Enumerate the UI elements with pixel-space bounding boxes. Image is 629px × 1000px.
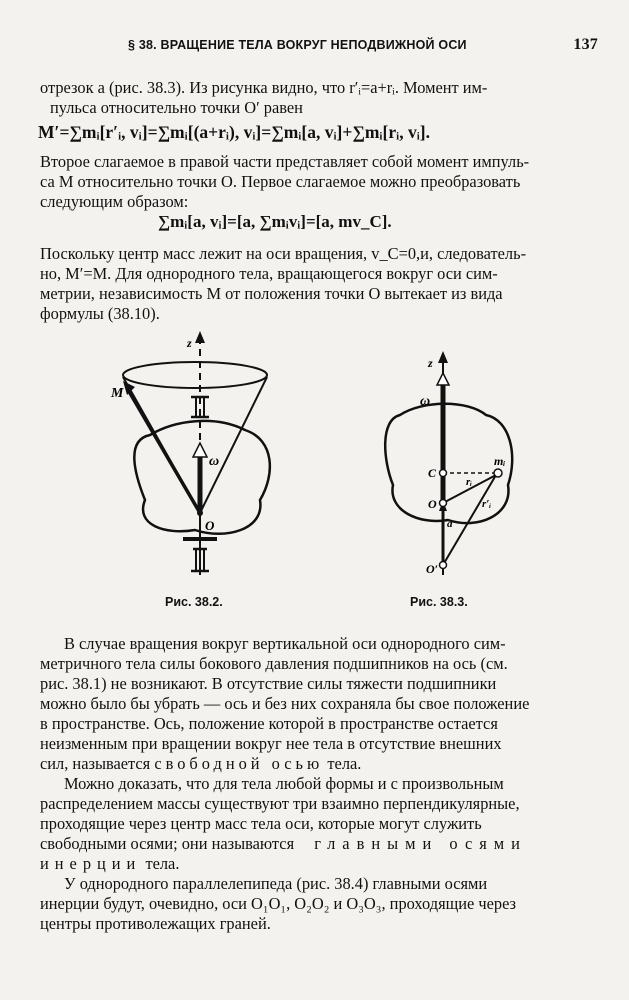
label-rprime: r′ᵢ (482, 498, 492, 510)
text-line: можно было бы убрать — ось и без них сохраняла бы свое положение (40, 694, 530, 713)
text-fragment: тела. (327, 754, 362, 773)
label-Oprime: O′ (426, 562, 439, 576)
paragraph-6 (40, 874, 590, 934)
axis-arrowhead (195, 331, 205, 343)
label-ri: rᵢ (466, 476, 473, 488)
text-line (40, 754, 590, 774)
caption-fig-38-3: Рис. 38.3. (410, 595, 468, 609)
text-line: следующим образом: (40, 192, 189, 211)
label-O: O (205, 518, 215, 533)
vector-omega-arrowhead (437, 373, 449, 385)
label-z: z (428, 356, 433, 370)
text-line: рис. 38.1) не возникают. В отсутствие силы тяжести подшипники (40, 674, 497, 693)
cone-right-side (200, 377, 267, 513)
axis-arrowhead (438, 351, 448, 363)
term-free-axis: свободной осью (154, 754, 324, 773)
label-O: O (428, 497, 437, 511)
vector-omega-arrowhead (193, 443, 207, 457)
label-C: C (428, 466, 437, 480)
paragraph-1 (40, 78, 590, 118)
text-line: метричного тела силы бокового давления подшипников на ось (см. (40, 654, 508, 673)
text-fragment: сил, называется (40, 754, 151, 773)
point-Oprime (440, 562, 447, 569)
text-line (40, 834, 590, 854)
text-line: Поскольку центр масс лежит на оси вращения, v_C=0,и, следователь- (40, 244, 527, 263)
text-line: проходящие через центр масс тела оси, которые могут служить (40, 814, 482, 833)
paragraph-3 (40, 244, 590, 324)
label-z: z (187, 336, 192, 350)
formula-transform: ∑mᵢ[a, vᵢ]=[a, ∑mᵢvᵢ]=[a, mv_C]. (158, 212, 392, 231)
term-principal-axes: главными осями (314, 834, 527, 853)
section-title: § 38. ВРАЩЕНИЕ ТЕЛА ВОКРУГ НЕПОДВИЖНОЙ ОСИ (128, 38, 467, 52)
vector-M-arrowhead (123, 381, 135, 395)
label-a: a (447, 518, 453, 530)
caption-fig-38-2: Рис. 38.2. (165, 595, 223, 609)
page-number: 137 (573, 36, 598, 53)
text-line: но, M′=M. Для однородного тела, вращающегося вокруг оси сим- (40, 264, 498, 283)
term-inertia: инерции (40, 854, 142, 873)
label-M: M (111, 386, 124, 401)
vector-M (127, 388, 200, 513)
text-line: распределением массы существуют три взаимно перпендикулярные, (40, 794, 520, 813)
paragraph-2 (40, 152, 590, 212)
cone-base-ellipse (123, 362, 267, 388)
text-line: Второе слагаемое в правой части представляет собой момент импуль- (40, 152, 530, 171)
point-mi (494, 469, 502, 477)
running-header (128, 36, 598, 58)
paragraph-4 (40, 634, 590, 774)
text-line: Можно доказать, что для тела любой формы и с произвольным (64, 774, 504, 793)
text-line: метрии, независимость M от положения точки O вытекает из вида (40, 284, 503, 303)
figure-38-3 (378, 345, 518, 585)
point-O (440, 500, 447, 507)
label-omega: ω (420, 394, 431, 409)
paragraph-5 (40, 774, 590, 874)
point-C (440, 470, 447, 477)
text-line: У однородного параллелепипеда (рис. 38.4) главными осями (64, 874, 488, 893)
label-mi: mᵢ (494, 454, 506, 468)
text-line: отрезок a (рис. 38.3). Из рисунка видно, что r′ᵢ=a+rᵢ. Момент им- (40, 78, 488, 97)
text-fragment: тела. (145, 854, 180, 873)
text-line: неизменным при вращении вокруг нее тела в отсутствие внешних (40, 734, 502, 753)
figure-38-2 (105, 325, 290, 590)
formula-angular-momentum: M′=∑mᵢ[r′ᵢ, vᵢ]=∑mᵢ[(a+rᵢ), vᵢ]=∑mᵢ[a, vᵢ]+∑mᵢ[rᵢ, vᵢ]. (38, 122, 431, 142)
text-line (40, 854, 590, 874)
point-O (197, 510, 203, 516)
text-line: центры противолежащих граней. (40, 914, 271, 933)
text-line: пульса относительно точки O′ равен (50, 98, 303, 117)
text-line: В случае вращения вокруг вертикальной оси однородного сим- (64, 634, 506, 653)
text-fragment: свободными осями; они называются (40, 834, 295, 853)
text-line: са M относительно точки O. Первое слагаемое можно преобразовать (40, 172, 521, 191)
text-line: в пространстве. Ось, положение которой в пространстве остается (40, 714, 498, 733)
text-line: формулы (38.10). (40, 304, 160, 323)
text-line: инерции будут, очевидно, оси O₁O₁, O₂O₂ и O₃O₃, проходящие через (40, 894, 517, 913)
label-omega: ω (209, 454, 220, 469)
